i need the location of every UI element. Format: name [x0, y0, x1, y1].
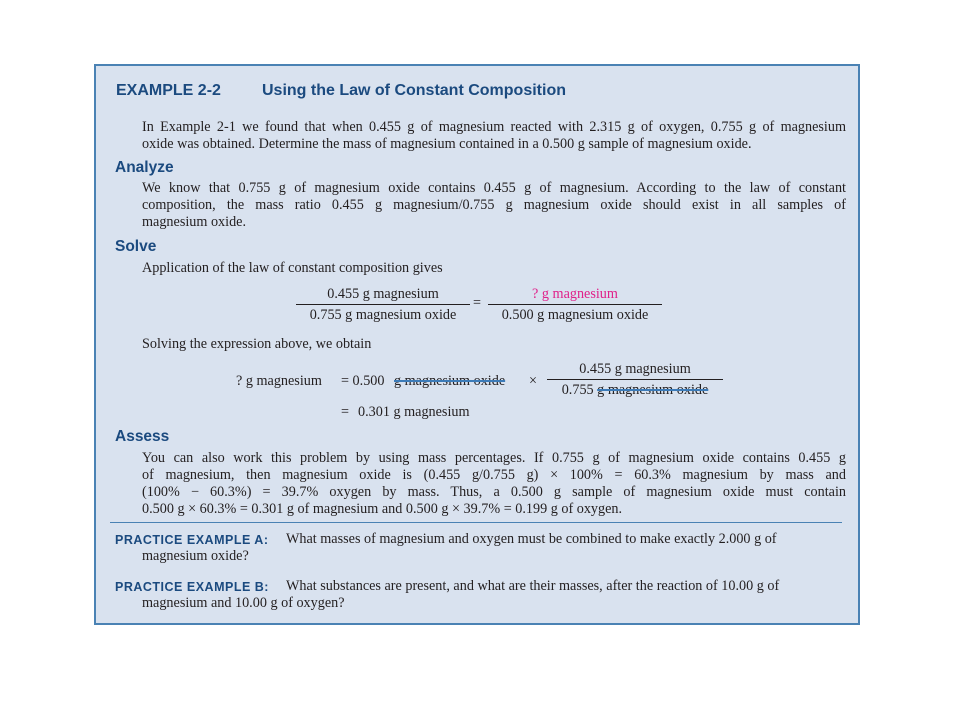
example-panel: [94, 64, 860, 625]
practice-a-label: PRACTICE EXAMPLE A:: [115, 533, 269, 547]
eq1-left-numerator: 0.455 g magnesium: [327, 286, 439, 302]
solve-intro: Application of the law of constant composition gives: [142, 260, 443, 276]
solve-solving-text: Solving the expression above, we obtain: [142, 336, 372, 352]
example-number: EXAMPLE 2-2: [116, 82, 221, 99]
assess-text: [142, 450, 846, 518]
assess-line-4: 0.500 g × 60.3% = 0.301 g of magnesium and 0.500 g × 39.7% = 0.199 g of oxygen.: [142, 501, 623, 517]
eq1-left-fraction: [296, 284, 470, 325]
example-title: Using the Law of Constant Composition: [262, 82, 566, 99]
practice-b-line-1: What substances are present, and what are their masses, after the reaction of 10.00 g of: [286, 578, 780, 594]
eq2-times: ×: [529, 373, 538, 389]
analyze-heading: Analyze: [115, 159, 174, 176]
eq1-right-fraction: [488, 284, 662, 325]
assess-line-3: (100% − 60.3%) = 39.7% oxygen by mass. Thus, a 0.500 g sample of magnesium oxide must contain: [142, 484, 846, 500]
eq1-right-numerator: ? g magnesium: [532, 286, 618, 302]
eq2-denominator-cancelled-unit: g magnesium oxide: [597, 382, 709, 398]
practice-a-line-2: magnesium oxide?: [142, 548, 249, 564]
problem-line-2: oxide was obtained. Determine the mass of magnesium contained in a 0.500 g sample of magnesium oxide.: [142, 136, 752, 152]
eq1-right-denominator: 0.500 g magnesium oxide: [488, 304, 662, 325]
eq1-equals: =: [473, 295, 482, 311]
eq3-equals: =: [341, 404, 350, 420]
solve-heading: Solve: [115, 238, 157, 255]
eq3-result: 0.301 g magnesium: [358, 404, 470, 420]
assess-line-1: You can also work this problem by using mass percentages. If 0.755 g of magnesium oxide contains 0.455 g: [142, 450, 846, 466]
divider-rule: [110, 522, 842, 523]
problem-statement: [142, 119, 846, 153]
analyze-line-3: magnesium oxide.: [142, 214, 247, 230]
practice-a-text: [286, 531, 844, 548]
assess-line-2: of magnesium, then magnesium oxide is (0.455 g/0.755 g) × 100% = 60.3% magnesium by mass and: [142, 467, 846, 483]
analyze-text: [142, 180, 846, 231]
eq2-denominator: [547, 379, 723, 400]
eq2-denominator-value: 0.755: [561, 382, 594, 398]
eq2-equals-value: = 0.500: [341, 373, 385, 389]
eq1-left-denominator: 0.755 g magnesium oxide: [296, 304, 470, 325]
practice-b-line-2: magnesium and 10.00 g of oxygen?: [142, 595, 345, 611]
analyze-line-1: We know that 0.755 g of magnesium oxide contains 0.455 g of magnesium. According to the law of constant: [142, 180, 846, 196]
assess-heading: Assess: [115, 428, 170, 445]
eq2-lhs: ? g magnesium: [236, 373, 322, 389]
problem-line-1: In Example 2-1 we found that when 0.455 g of magnesium reacted with 2.315 g of oxygen, 0.755 g of magnesium: [142, 119, 846, 135]
eq2-numerator: 0.455 g magnesium: [579, 361, 691, 377]
practice-b-text: [286, 578, 844, 595]
eq2-cancelled-unit: g magnesium oxide: [394, 373, 506, 389]
practice-b-label: PRACTICE EXAMPLE B:: [115, 580, 269, 594]
practice-a-line-1: What masses of magnesium and oxygen must be combined to make exactly 2.000 g of: [286, 531, 777, 547]
analyze-line-2: composition, the mass ratio 0.455 g magnesium/0.755 g magnesium oxide should exist in all samples of: [142, 197, 846, 213]
eq2-fraction: [547, 359, 723, 400]
